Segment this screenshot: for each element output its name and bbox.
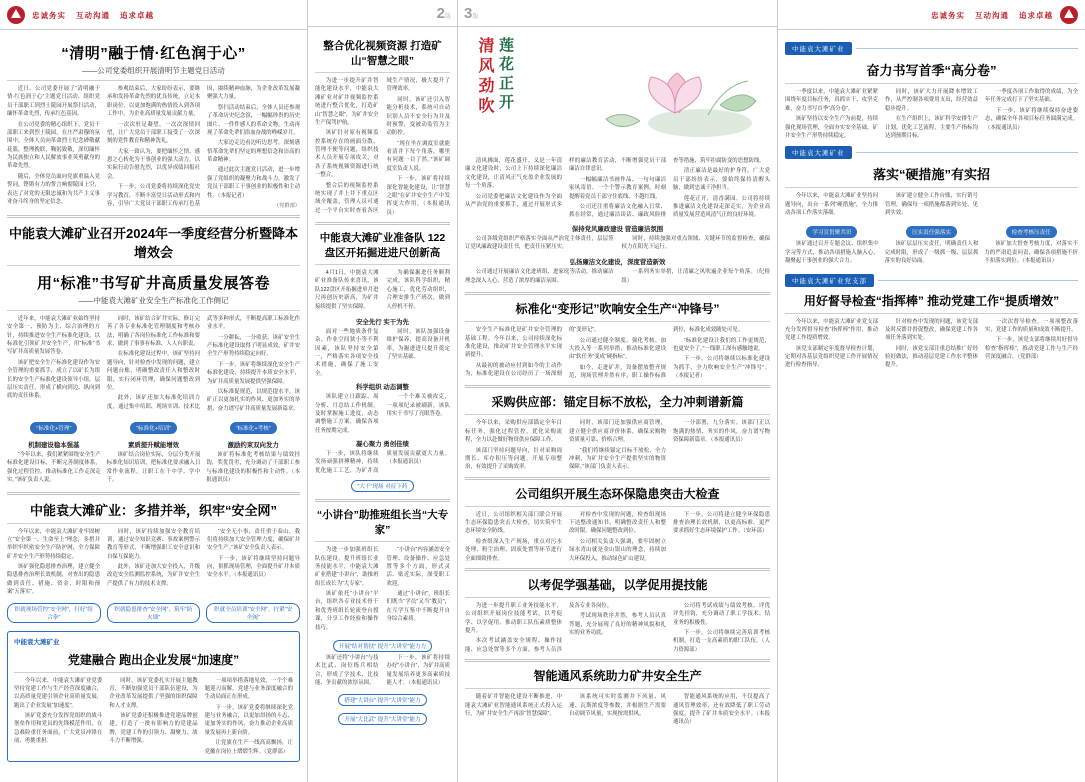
paragraph: “小讲台”内容涵盖安全管理、设备操作、应急处置等多个方面，形式灵活、贴近实际，深受职工欢迎。 xyxy=(386,547,450,587)
column-3-body xyxy=(458,27,777,733)
paragraph: 一分部署，九分落实。该部门正以饱满的热情、务实的作风，奋力谱写物资保障新篇章。（本报通讯员） xyxy=(673,420,770,444)
paragraph: 智能通风系统的应用，不仅提高了通风管理效率，还有效降低了职工劳动强度，提升了矿井本质安全水平。（本报通讯员） xyxy=(673,694,770,726)
slogan-r2: 互动沟通 xyxy=(975,10,1009,20)
divider xyxy=(856,48,1079,49)
column-2 xyxy=(308,0,458,782)
paragraph: 该系统可实时监测井下风量、风速、瓦斯浓度等参数，并根据生产需要自动调节风量，实现按需供风。 xyxy=(569,694,666,717)
c2-article-1-body xyxy=(315,77,450,217)
c3-article-3-title: 采购供应部：锚定目标不放松，全力冲刺谱新篇 xyxy=(491,395,744,410)
c4-tag-2-bar xyxy=(785,146,1078,159)
slogan-1: 忠诚务实 xyxy=(32,10,66,20)
paragraph: 面对一些地质条件复杂、作业空间狭小等不利因素，该队坚持安全第一，严格落实各项安全技术措施，确保了施工安全。 xyxy=(315,328,379,377)
article-3-boxes xyxy=(7,417,300,487)
c2-article-2-title: 中能袁大滩矿业准备队 122盘区开拓掘进进尺创新高 xyxy=(319,232,446,259)
paragraph: 下一步，公司将建立健全环保隐患排查治理长效机制，以更高标准、更严要求抓好生态环境保护工作。（安环部） xyxy=(673,511,770,535)
c4-sub-3 xyxy=(984,221,1078,267)
paragraph: 从最初的被动应付到如今的主动作为，标准化建设在公司经历了一场深刻的“变形记”。 xyxy=(465,327,600,377)
paragraph: 该矿层层压实责任，明确责任人和完成时限，形成了一级抓一级、层层抓落实的良好局面。 xyxy=(884,241,979,265)
box-3-title: 激励约束双向发力 xyxy=(227,442,279,450)
paragraph: 让党旗在生产一线高高飘扬，让党徽在岗位上熠熠生辉。（党群部） xyxy=(204,740,293,755)
c2-a2-sub-1: 安全先行 实干为先 xyxy=(356,318,409,326)
paragraph: 大家一致认为，要把缅怀之情、感恩之心转化为干事创业的强大动力，以实际行动告慰先烈，以优异成绩回报社会。 xyxy=(107,148,200,180)
paragraph: 该矿依托“小讲台”平台，组织各专业技术骨干和优秀班组长轮流登台授课，分享工作经验和操作技巧。 xyxy=(315,591,379,631)
c2-a2-body-3 xyxy=(315,450,450,475)
c3-article-5-body xyxy=(465,602,770,654)
paragraph: 整合后的视频监控系统实现了井上井下重点区域全覆盖，管理人员可通过一个平台实时查看各区域生产情况，极大提升了管理效率。 xyxy=(315,78,450,214)
paragraph: 为确保掘进任务顺利完成，该队科学组织，精心施工，优化劳动组织，合理安排生产班次，做到人停机不停。 xyxy=(386,270,450,310)
paragraph: 清风拂面，莲花盛开。又是一年清廉文化建设时，公司上下持续深化廉洁文化建设，让清风正气充盈企业发展的每一个角落。 xyxy=(465,158,562,190)
paragraph: 一季度各项工作取得的成绩，为全年任务完成打下了坚实基础。 xyxy=(985,89,1078,104)
article-1-body xyxy=(7,85,300,210)
box-2 xyxy=(107,417,201,487)
page-number-mid-wrap xyxy=(458,0,777,27)
paragraph: 该矿将标准化考核结果与绩效挂钩，奖优罚劣，充分调动了干部职工参与标准化建设的积极性和主动性。（本报通讯员） xyxy=(206,452,301,484)
paragraph: 此外，该矿还加大标准化培训力度，通过集中培训、现场实训、技术比武等多种形式，不断提高职工标准化作业水平。 xyxy=(107,315,300,410)
paragraph: 随后，全体党员面向党旗重温入党誓词，铿锵有力的誓言响彻陵园上空，表达了对党的无限忠诚和为共产主义事业奋斗终身的坚定信念。 xyxy=(7,173,100,205)
article-5-tag: 中能袁大滩矿业 xyxy=(14,638,60,646)
c4-tag-1-bar xyxy=(785,42,1078,55)
china-energy-logo-icon-right xyxy=(1059,5,1079,25)
paragraph: 该矿加大督查考核力度，对落实不力的严肃追责问责，确保各项措施不折不扣落实到位。（本报通讯员） xyxy=(984,241,1079,265)
paragraph: 同时，该矿还引入智能分析技术，系统可自动识别人员不安全行为并及时预警，变被动监管为主动防控。 xyxy=(386,96,450,137)
paragraph: 通过此次主题党日活动，进一步增强了党组织的凝聚力和战斗力，激发了党员干部职工干事创业的积极性和主动性。（本报记者） xyxy=(207,167,300,199)
slogan-3: 追求卓越 xyxy=(120,10,154,20)
paragraph: “标准化建设让我们的工作更规范，也更安全了。”一线职工深有感触地说。 xyxy=(673,337,770,352)
paragraph: 该矿坚持以安全生产为前提，持续强化现场管理，全面夯实安全基础，矿井安全生产形势持续稳定。 xyxy=(785,116,878,139)
paragraph: 如今，走进矿井，设备摆放整齐规范，现场管理井然有序，职工操作标准到位，标准化成效随处可见。 xyxy=(569,327,744,379)
paragraph: “安全无小事，责任重于泰山。我们将持续加大安全管理力度，确保矿井安全生产。”该矿安全负责人表示。 xyxy=(207,528,300,552)
a4-tag-2: 织就隐患排查“安全网”，筑牢“防火墙” xyxy=(107,603,201,623)
paragraph: 一分耕耘，一分收获。该矿安全生产标准化建设取得了明显成效，矿井安全生产形势持续稳定向好。 xyxy=(207,334,300,358)
article-1-subtitle: ——公司党委组织开展清明节主题党日活动 xyxy=(82,66,225,75)
column-4-body xyxy=(778,30,1085,376)
paragraph: 一项项举措落地见效，一个个难题迎刃而解，党建与业务深度融合的生动局面正在形成。 xyxy=(204,677,293,701)
paragraph: 同时，该矿结合矿井实际，修订完善了各专业标准化管理制度和考核办法，明确了各岗位标准化工作标准和要求，做到了事事有标准、人人有职责。 xyxy=(107,315,200,348)
c2-a3-tag-3: 开展“大比武” 提升“大讲堂”能力 xyxy=(338,713,426,725)
c4-sub-2 xyxy=(885,221,979,267)
article-1-title: “清明”融于情·红色润于心” xyxy=(61,45,246,62)
column-3 xyxy=(458,0,778,782)
c2-a2-body-1 xyxy=(315,328,450,378)
paragraph: 该矿通过召开专题会议、组织集中学习等方式，推动各项措施入脑入心，凝聚起干事创业的强大合力。 xyxy=(785,241,879,265)
paragraph: 在标准化建设过程中，该矿坚持问题导向，针对检查中发现的问题，建立问题台账，明确整改责任人和整改时限，实行闭环管理，确保问题整改到位。 xyxy=(107,351,200,391)
c4-article-3-body xyxy=(785,318,1078,370)
paragraph: 同时，该矿大力开展降本增效工作，从严控制各项费用支出，经营效益稳步提升。 xyxy=(885,89,978,112)
paragraph: 下一步，该矿将继续保持奋进姿态，确保全年各项目标任务圆满完成。（本报通讯员） xyxy=(985,107,1078,131)
paragraph: 公司各级党组织严格落实全面从严治党主体责任，层层签订党风廉政建设责任书，把责任压紧压实。 xyxy=(465,235,614,250)
c4-a2-subsections xyxy=(785,221,1078,267)
paragraph: 下一步，公司将继续完善培训考核机制，打造一支高素质的职工队伍。（人力资源部） xyxy=(673,630,770,653)
box-2-tag: “标准化+培训” xyxy=(130,422,177,434)
paragraph: 今年以来，中能袁大滩矿业党委坚持党建工作与生产经营深度融合，以高质量党建引领企业高质量发展，跑出了企业发展“加速度”。 xyxy=(14,677,103,709)
poem-title-red: 清风劲吹 xyxy=(476,37,493,117)
article-5-title: 党建融合 跑出企业发展“加速度” xyxy=(67,652,240,667)
paragraph: 同时，该部门还加强供应商管理，建立健全供应商评价体系，确保采购物资质量可靠、价格合理。 xyxy=(569,420,666,444)
article-4-title: 中能袁大滩矿业：多措并举，织牢“安全网” xyxy=(29,502,277,518)
c4-sub-1 xyxy=(785,221,879,267)
masthead-slogans-right xyxy=(931,10,1053,21)
paragraph: 下一步，该矿将继续坚持问题导向，狠抓现场管理，全面提升矿井本质安全水平。（本报通讯员） xyxy=(207,555,300,579)
paragraph: 为进一步加强班组长队伍建设，提升班组长业务技能水平，中能袁大滩矿业搭建“小讲台”，助推班组长成长为“大专家”。 xyxy=(315,547,379,587)
paragraph: 该党支部制定年度督导检查计划，定期对各基层党组织党建工作开展情况进行检查指导。 xyxy=(785,345,878,369)
c2-article-3-body xyxy=(315,546,450,632)
c4-article-3-title: 用好督导检查“指挥棒” 推动党建工作“提质增效” xyxy=(803,293,1060,308)
poem-body xyxy=(465,157,770,220)
paragraph: 公司将考试成绩与绩效考核、评优评先挂钩，充分调动了职工学技术、钻业务的积极性。 xyxy=(673,602,770,626)
c4-tag-1: 中能袁大滩矿业 xyxy=(785,42,852,55)
paragraph: 4月1日，中能袁大滩矿业准备队传来喜讯，该队122盘区开拓掘进单月进尺再创历史新高，为矿井接续提供了坚实保障。 xyxy=(315,270,379,310)
paragraph: 公司通过开展廉洁文化进班组、进家庭等活动，推动廉洁理念深入人心，营造了浓厚的廉洁氛围。 xyxy=(465,269,614,284)
slogan-2: 互动沟通 xyxy=(76,10,110,20)
paragraph: 该矿结合岗位实际，分层分类开展标准化知识培训，把标准化要求融入日常作业流程，让职工在干中学、学中干。 xyxy=(106,452,201,484)
article-3-title: 用“标准”书写矿井高质量发展答卷 xyxy=(36,274,270,292)
c2-a3-tag-1: 开展“结对帮扶” 提升“大讲堂”能力力 xyxy=(333,640,432,652)
c4-article-2-body xyxy=(785,192,1078,217)
paragraph: 同时，该矿党委扎实开展主题教育，不断加强党员干部队伍建设，为企业改革发展提供了坚强的组织保障和人才支撑。 xyxy=(109,677,198,709)
paragraph: 今年以来，中能袁大滩矿业党支部充分发挥督导检查“指挥棒”作用，推动党建工作提质增效。 xyxy=(785,318,878,342)
article-4-tags xyxy=(7,600,300,625)
c3-sub-body-1 xyxy=(465,268,770,287)
article-4-body xyxy=(7,528,300,597)
c4-tag-2: 中能袁大滩矿业 xyxy=(785,146,852,159)
article-5-body xyxy=(14,677,293,756)
paragraph: 公司相关负责人强调，要牢固树立绿水青山就是金山银山的理念，持续加大环保投入，推动绿色矿山建设。 xyxy=(569,538,666,562)
paragraph: 下一步，公司党委将持续深化党史学习教育，不断丰富党日活动形式和内容，引导广大党员干部职工传承红色基因，赓续精神血脉，为企业改革发展凝聚强大力量。 xyxy=(107,86,300,207)
c3-article-2-title: 标准化“变形记”吹响安全生产“冲锋号” xyxy=(515,302,720,317)
paragraph: 同时，持续加强对重点领域、关键环节的监督检查，确保权力在阳光下运行。 xyxy=(621,235,770,250)
c2-a2-sub-2: 科学组织 动态调整 xyxy=(356,384,409,392)
paragraph: 下一步，该矿党委将继续深化党建与业务融合，以更加昂扬的斗志、更加务实的作风，奋力推动企业高质量发展再上新台阶。 xyxy=(204,704,293,736)
paragraph: 祭扫活动结束后，全体人员还参观了革命历史纪念馆，一幅幅珍贵的历史图片、一件件感人的革命文物，生动再现了革命先辈们浴血奋战的峥嵘岁月。 xyxy=(207,104,300,136)
c3-article-4-title: 公司组织开展生态环保隐患突击大检查 xyxy=(515,486,720,501)
paragraph: 该矿党委还积极推进党建品牌创建，打造了一批有影响力的党建品牌，党建工作的引领力、凝聚力、战斗力不断增强。 xyxy=(109,713,198,745)
c3-box-title: 保持党风廉政建设 营造廉洁氛围 xyxy=(571,225,664,233)
paragraph: 一次次驻足凝望，一次次深情回望，让广大党员干部职工接受了一次深刻的党性教育和精神洗礼。 xyxy=(107,121,200,145)
byline: （党群部） xyxy=(274,202,300,209)
paragraph: 该矿建立健全工作台账，实行销号管理，确保每一项措施都落到实处、见到实效。 xyxy=(885,193,978,216)
box-2-title: 素质提升赋能增效 xyxy=(127,442,180,450)
paragraph: 一季度以来，中能袁大滩矿业紧紧围绕年度目标任务，真抓实干、攻坚克难，奋力书写首季“高分卷”。 xyxy=(785,89,878,112)
c2-article-1-title: 整合优化视频资源 打造矿山“智慧之眼” xyxy=(323,40,442,67)
column-2-body xyxy=(308,27,457,733)
paragraph: 同时，该队加强设备维护保养，提高设备开机率，为掘进进尺提升奠定了坚实基础。 xyxy=(386,328,450,360)
masthead-left xyxy=(0,0,307,30)
masthead-right xyxy=(778,0,1085,30)
c3-article-5-title: 以考促学强基础，以学促用提技能 xyxy=(527,577,708,592)
article-2-title: 中能袁大滩矿业召开2024年一季度经营分析暨降本增效会 xyxy=(9,225,298,260)
paragraph: 公司通过健全制度、强化考核、加大投入等一系列举措，推动标准化建设由“软任务”变成“硬指标”。 xyxy=(569,337,666,361)
c3-box-body xyxy=(465,235,770,254)
page-number-left-wrap xyxy=(308,0,457,27)
poem-title-green: 莲花正开 xyxy=(497,37,514,113)
c2-a2-tag: “大干”现场 对症下药 xyxy=(351,480,413,492)
c4-sub-3-tag: 检查考核压责任 xyxy=(1006,226,1057,238)
paragraph: 下一步，该队将继续发扬顽强拼搏精神，持续优化施工工艺，为矿井高质量发展贡献更大力量。（本报通讯员） xyxy=(315,451,450,474)
divider xyxy=(856,152,1079,153)
paragraph: 为进一步提升职工业务技能水平，公司组织开展岗位技能考试，以考促学、以学促用，推动职工队伍素质整体提升。 xyxy=(465,602,562,634)
column-1 xyxy=(0,0,308,782)
paragraph: 通过“小讲台”，班组长们既当“学员”又当“教员”，在互学互鉴中不断提升自身综合素质。 xyxy=(386,591,450,623)
box-1-tag: “标准化+管理” xyxy=(30,422,77,434)
lotus-flower-icon xyxy=(580,35,770,150)
page-number-3: 3版 xyxy=(464,5,479,22)
paragraph: 大家边走边看边听边思考，深刻感悟革命先辈们坚定的理想信念和崇高的革命精神。 xyxy=(207,140,300,163)
paragraph: 下一步，该矿将持续深化智能化建设，让“智慧之眼”在矿井安全生产中发挥更大作用。（本报通讯员） xyxy=(386,176,450,216)
box-1 xyxy=(7,417,101,487)
paragraph: 一幅幅廉洁书画作品、一句句廉洁家风寄语、一个个警示教育案例，时刻提醒着党员干部守住底线、不越红线。 xyxy=(569,176,666,200)
paragraph: 同时，该党支部注重总结推广好经验好做法，推动基层党建工作水平整体提升。 xyxy=(885,345,978,369)
slogan-r3: 追求卓越 xyxy=(1019,10,1053,20)
paragraph: 该队建立日跟踪、周分析、月总结工作机制，及时掌握施工进度，动态调整施工方案，确保各项任务按期完成。 xyxy=(315,394,379,434)
c4-tag-3-bar xyxy=(785,274,1078,287)
c2-article-3-title: “小讲台”助推班组长当“大专家” xyxy=(316,509,449,537)
column-4 xyxy=(778,0,1085,782)
paragraph: 清正廉洁是最好的护身符。广大党员干部纷纷表示，要始终保持清醒头脑，做到忠诚干净担当。 xyxy=(673,168,770,192)
box-3 xyxy=(206,417,300,487)
box-3-tag: “标准化+考核” xyxy=(230,422,277,434)
article-3-body xyxy=(7,315,300,413)
paragraph: 下一步，公司将继续以标准化建设为抓手，全力吹响安全生产“冲锋号”。（本报记者） xyxy=(673,356,770,379)
paragraph: 该矿还将“小讲台”与技术比武、岗位练兵相结合，形成了学技术、比技能、争贡献的浓厚氛围。 xyxy=(315,654,379,686)
paragraph: 考试现场秩序井然，参考人员认真答题，充分展现了良好的精神风貌和扎实的业务功底。 xyxy=(569,613,666,636)
c4-sub-2-tag: 压实责任强落实 xyxy=(906,226,957,238)
paragraph: 针对检查中发现的问题，该党支部及时反馈并督促整改，确保党建工作各项任务落到实处。 xyxy=(885,318,978,342)
box-1-title: 机制建设稳本强基 xyxy=(28,442,80,450)
paragraph: 该部门坚持问题导向，针对采购周期长、库存积压等问题，开展专项整治，有效提升了采购效率。 xyxy=(465,447,562,471)
paragraph: 本次考试涵盖安全规程、操作技能、应急处置等多个方面，参考人员涉及各专业各岗位。 xyxy=(465,602,613,653)
paragraph: 该矿党委充分发挥党组织的战斗堡垒作用和党员的先锋模范作用，在急难险重任务面前，广大党员冲锋在前、勇挑重担。 xyxy=(14,713,103,745)
paragraph: 该矿强化隐患排查治理，建立健全隐患排查治理长效机制，对查出的隐患做到责任、措施、资金、时限和预案“五落实”。 xyxy=(7,564,100,596)
paragraph: 近日，公司党委开展了“清明融于情·红色润于心”主题党日活动，组织党员干部职工到烈士陵园开展祭扫活动，缅怀革命先烈，传承红色基因。 xyxy=(7,86,100,118)
masthead-slogans xyxy=(32,10,154,21)
paragraph: 参观结束后，大家纷纷表示，要继承和发扬革命先烈的优良传统，立足本职岗位，以更加饱满的热情投入到各项工作中，为企业高质量发展贡献力量。 xyxy=(107,86,200,118)
paragraph: 同时，该矿持续加强安全教育培训，通过安全知识竞赛、事故案例警示教育等形式，不断增强职工安全意识和自保互保能力。 xyxy=(107,528,200,560)
c2-article-2-body xyxy=(315,269,450,313)
a4-tag-1: 织就现场管控“安全网”，打好“组合拳” xyxy=(7,603,101,623)
paragraph: 一系列务实举措，让清廉之风吹遍企业每个角落。（纪检组） xyxy=(621,269,770,284)
c2-a3-body-extra xyxy=(315,654,450,690)
china-energy-logo-icon xyxy=(6,5,26,25)
paragraph: 此外，该矿还加大安全投入，升级改造安全监测监控系统，为矿井安全生产提供了有力的技术支撑。 xyxy=(107,564,200,587)
column-1-body xyxy=(0,30,307,768)
paragraph: 公司党委把廉洁文化建设作为全面从严治党的重要抓手，通过开展形式多样的廉洁教育活动，不断增强党员干部廉洁自律意识。 xyxy=(465,158,666,208)
paragraph: 近年来，中能袁大滩矿业始终坚持安全第一、预防为主、综合治理的方针，持续推进安全生产标准化建设，以标准化引领矿井安全生产，用“标准”书写矿井高质量发展答卷。 xyxy=(7,315,100,356)
c3-article-4-body xyxy=(465,511,770,563)
c2-a2-body-2 xyxy=(315,393,450,435)
paragraph: 在生产组织上，该矿科学安排生产计划，优化工艺流程，主要生产指标均达到预期目标。 xyxy=(885,116,978,139)
paragraph: 为进一步提升矿井智能化建设水平，中能袁大滩矿业对矿井视频监控系统进行整合优化，打造矿山“智慧之眼”，为矿井安全生产保驾护航。 xyxy=(315,78,379,126)
paragraph: 在公司党委的精心组织下，党员干部职工来到烈士陵园，在庄严肃穆的氛围中，全体人员向革命烈士纪念碑敬献花篮，整理挽联，鞠躬致敬，深切缅怀为民族独立和人民解放事业英勇献身的革命先烈。 xyxy=(7,121,100,170)
paragraph: 下一步，该矿将继续深化安全生产标准化建设，持续提升本质安全水平，为矿井高质量发展提供坚强保障。 xyxy=(207,361,300,385)
c4-article-1-title: 奋力书写首季“高分卷” xyxy=(866,63,997,78)
paragraph: 对检查中发现的问题，检查组现场下达整改通知书，明确整改责任人和整改时限，确保问题整改到位。 xyxy=(569,511,666,535)
divider xyxy=(878,280,1078,281)
c4-sub-1-tag: 学习宣贯聚共识 xyxy=(806,226,857,238)
paragraph: 以标准促规范，以规范提水平，该矿正以更加扎实的作风、更加务实的举措，奋力谱写矿井高质量发展新篇章。 xyxy=(207,388,300,412)
c3-article-6-body xyxy=(465,693,770,727)
lotus-illustration xyxy=(465,35,770,153)
paragraph: 一次次督导检查，一项项整改落实，党建工作的质量和成效不断提升。 xyxy=(985,318,1078,333)
paragraph: 一个个难关被攻克，一项项纪录被刷新，该队用实干书写了亮眼答卷。 xyxy=(386,394,450,417)
paragraph: “今年以来，我们紧紧围绕安全生产标准化建设目标，不断完善制度体系，强化过程管控，推动标准化工作走深走实。”该矿负责人说。 xyxy=(7,452,101,484)
c4-article-1-body xyxy=(785,88,1078,140)
c2-a2-sub-3: 凝心聚力 勇创佳绩 xyxy=(356,441,409,448)
c3-article-6-title: 智能通风系统助力矿井安全生产 xyxy=(533,669,702,684)
c4-article-2-title: 落实“硬措施”有实招 xyxy=(872,167,990,183)
slogan-r1: 忠诚务实 xyxy=(931,10,965,20)
paragraph: 今年以来，采购供应部锚定全年目标任务，强化过程管控，优化采购流程，全力以赴做好物资供应保障工作。 xyxy=(465,420,562,444)
c3-sub-title-1: 弘扬廉洁文化建设，深度营造新效 xyxy=(569,259,666,267)
paragraph: 今年以来，中能袁大滩矿业坚持问题导向，出台一系列“硬措施”，全力推动各项工作落实落细。 xyxy=(785,193,878,216)
page-number-2: 2版 xyxy=(436,5,451,22)
paragraph: 下一步，该党支部将继续用好督导检查“指挥棒”，推动党建工作与生产经营深度融合。（党群部） xyxy=(985,337,1078,360)
c3-article-3-body xyxy=(465,419,770,471)
paragraph: “我们将继续锚定目标不放松，全力冲刺，为矿井安全生产提供坚实的物资保障。”该部门负责人表示。 xyxy=(569,447,666,471)
paragraph: 该矿针对原有视频监控系统存在的画面分散、管理不便等问题，组织技术人员开展专项攻关，对各子系统视频资源进行统一整合。 xyxy=(315,130,379,179)
paragraph: “现在坐在调度室就能看清井下每个角落，哪里有问题一目了然。”该矿调度室负责人说。 xyxy=(386,140,450,172)
c4-tag-3: 中能袁大滩矿业党支部 xyxy=(785,274,874,287)
paragraph: 公司还注重将廉洁文化融入日常、抓在经常，通过廉洁谈话、廉政风险排查等措施，筑牢拒腐防变的思想防线。 xyxy=(569,158,765,219)
a4-tag-3: 织就全员培训“安全网”，拧紧“安全阀” xyxy=(206,603,300,623)
paragraph: 今年以来，中能袁大滩矿业牢固树立“安全第一、生命至上”理念，多措并举织牢织密安全生产防护网，全力保障矿井安全生产形势持续稳定。 xyxy=(7,528,100,560)
article-3-subtitle: ——中能袁大滩矿业安全生产标准化工作侧记 xyxy=(78,295,229,305)
paragraph: 检查组深入生产现场，重点对污水处理、粉尘治理、固废处置等环节进行全面细致排查。 xyxy=(465,538,562,562)
paragraph: 随着矿井智能化建设不断推进，中能袁大滩矿业智能通风系统正式投入运行，为矿井安全生产再添“智慧保障”。 xyxy=(465,694,562,717)
c3-article-2-body xyxy=(465,326,770,380)
paragraph: 该矿把安全生产标准化建设作为安全管理的重要抓手，成立了以矿长为组长的安全生产标准化建设领导小组，层层压实责任，形成了横向到边、纵向到底的责任体系。 xyxy=(7,359,100,400)
c2-a3-tag-2: 搭建“大讲台” 提升“大讲堂”能力 xyxy=(338,694,426,706)
paragraph: 安全生产标准化是矿井安全管理的基础工程。今年以来，公司持续深化标准化建设，推动矿井安全管理水平实现新提升。 xyxy=(465,327,562,359)
paragraph: 莲花正开，清香满园。公司将持续推进廉洁文化建设走深走实，为企业高质量发展营造风清气正的良好环境。 xyxy=(673,195,770,219)
paragraph: 下一步，该矿将持续办好“小讲台”，为矿井高质量发展培养更多高素质技能人才。（本报通讯员） xyxy=(386,654,450,686)
article-5-box xyxy=(7,631,300,762)
paragraph: 近日，公司组织相关部门联合开展生态环保隐患突击大检查，切实筑牢生态环境安全防线。 xyxy=(465,511,562,535)
